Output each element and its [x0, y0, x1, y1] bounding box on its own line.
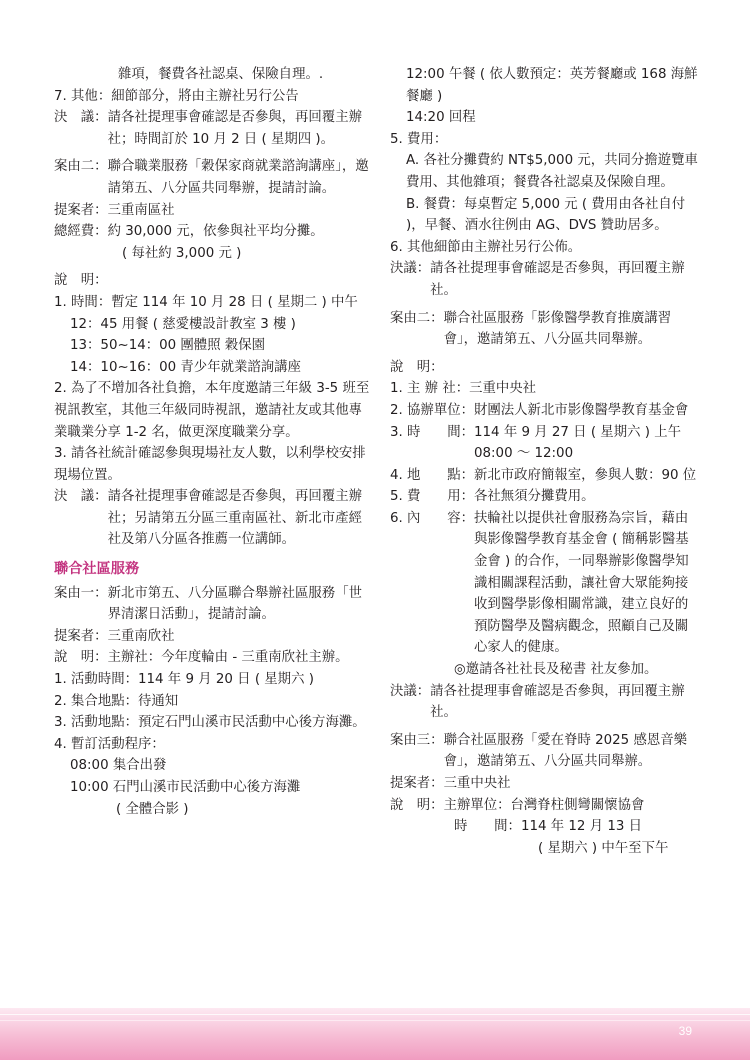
item-other [54, 86, 372, 108]
section-title: 聯合社區服務 [54, 561, 140, 578]
proposer-text: 三重南區社 [107, 202, 175, 218]
resolution-2 [54, 486, 372, 551]
schedule-line: 08:00 集合出發 [70, 758, 167, 774]
explain-label: 說 明： [390, 797, 444, 813]
explain-item-2: 2. 為了不增加各社負擔，本年度邀請三年級 3-5 班至視訊教室，其他三年級同時視訊，邀請社友或其他專業職業分享 1-2 名，做更深度職業分享。 [54, 381, 370, 440]
proposer-2 [54, 626, 372, 648]
item-label: 7. 其他： [54, 88, 112, 104]
event-place [390, 465, 700, 487]
proposer-3 [390, 773, 700, 795]
time-text: 114 年 9 月 27 日 ( 星期六 ) 上午 08:00 ～ 12:00 [474, 424, 681, 462]
explain-heading: 說 明： [390, 359, 444, 375]
fee-text: 各社無須分攤費用。 [474, 489, 595, 505]
meeting-place: 2. 集合地點：待通知 [54, 693, 179, 709]
activity-place: 3. 活動地點：預定石門山溪市民活動中心後方海灘。 [54, 715, 366, 731]
case-label: 案由二： [390, 310, 444, 326]
case-label: 案由一： [54, 585, 108, 601]
explain-label: 說 明： [54, 650, 108, 666]
schedule-line: 10:00 石門山溪市民活動中心後方海灘 [70, 780, 301, 795]
resolution-label: 決 議： [54, 489, 108, 505]
time-sub: ( 星期六 ) 中午至下午 [538, 840, 669, 856]
activity-schedule: 4. 暫訂活動程序： [54, 736, 165, 752]
schedule-line: 12：45 用餐 ( 慈愛樓設計教室 3 樓 ) [70, 316, 296, 332]
activity-time: 1. 活動時間：114 年 9 月 20 日 ( 星期六 ) [54, 672, 314, 688]
resolution-text: 請各社提理事會確認是否參與，再回覆主辦社；另請第五分區三重南區社、新北市產經社及第八分區各推薦一位講師。 [107, 489, 362, 548]
schedule-line: 14:20 回程 [406, 110, 476, 126]
explain-time [54, 292, 372, 314]
case-text: 聯合社區服務「愛在脊時 2025 感恩音樂會」，邀請第五、八分區共同舉辦。 [443, 732, 688, 770]
case-2b [390, 308, 700, 351]
schedule-line: 14：10~16：00 青少年就業諮詢講座 [70, 359, 301, 375]
text-line: 雜項，餐費各社認桌、保險自理。. [118, 67, 324, 82]
event-content [390, 508, 700, 659]
fee-heading: 5. 費用： [390, 131, 448, 147]
time-text: 暫定 114 年 10 月 28 日 ( 星期二 ) 中午 [111, 294, 358, 310]
resolution-text: 請各社提理事會確認是否參與，再回覆主辦社。 [430, 261, 685, 298]
case-3 [390, 730, 700, 773]
resolution-label: 決 議： [54, 110, 108, 126]
proposer-label: 提案者： [54, 202, 108, 218]
right-column [390, 64, 700, 859]
organizer-text: 三重中央社 [469, 381, 537, 397]
case-1 [54, 583, 372, 626]
place-label: 4. 地 點： [390, 467, 474, 483]
explain-2 [54, 647, 372, 669]
schedule-line: 12:00 午餐 ( 依人數預定：英芳餐廳或 168 海鮮餐廳 ) [406, 67, 698, 104]
page-number: 39 [678, 1024, 692, 1038]
case-text: 聯合職業服務「穀保家商就業諮詢講座」，邀請第五、八分區共同舉辦，提請討論。 [107, 159, 369, 196]
fee-item-b: B. 餐費：每桌暫定 5,000 元 ( 費用由各社自付 )，早餐、酒水往例由 AG、DVS 贊助居多。 [406, 196, 686, 234]
case-text: 新北市第五、八分區聯合舉辦社區服務「世界清潔日活動」，提請討論。 [107, 585, 362, 623]
resolution-text: 請各社提理事會確認是否參與，再回覆主辦社。 [430, 683, 685, 721]
place-text: 新北市政府簡報室，參與人數：90 位 [474, 467, 697, 483]
fee-item-a: A. 各社分攤費約 NT$5,000 元，共同分擔遊覽車費用、其他雜項；餐費各社認桌及保險自理。 [406, 153, 698, 190]
schedule-line: ( 全體合影 ) [116, 801, 189, 817]
budget-label: 總經費： [54, 224, 108, 240]
resolution-label: 決議： [390, 683, 431, 699]
proposer-label: 提案者： [54, 628, 108, 644]
schedule-line: 13：50~14：00 團體照 穀保園 [70, 338, 266, 354]
time-text: 114 年 12 月 13 日 [520, 819, 643, 835]
budget-sub: ( 每社約 3,000 元 ) [122, 245, 242, 261]
resolution-text: 請各社提理事會確認是否參與，再回覆主辦社；時間訂於 10 月 2 日 ( 星期四 )。 [107, 110, 362, 147]
explain-text: 主辦單位：台灣脊柱側彎關懷協會 [443, 797, 645, 813]
resolution-3 [390, 258, 700, 301]
resolution-1 [54, 107, 372, 150]
total-budget [54, 221, 372, 243]
invitation-note: ◎邀請各社社長及秘書 社友參加。 [454, 662, 658, 678]
proposer-label: 提案者： [390, 776, 444, 791]
proposer-text: 三重中央社 [443, 776, 511, 791]
event-time [390, 422, 700, 465]
time-label: 時 間： [454, 819, 521, 835]
proposer-text: 三重南欣社 [107, 628, 175, 644]
concert-time [390, 816, 700, 838]
resolution-label: 決議： [390, 261, 431, 277]
explain-heading: 說 明： [54, 273, 108, 289]
time-label: 3. 時 間： [390, 424, 474, 440]
proposer-1 [54, 200, 372, 222]
explain-4 [390, 795, 700, 817]
item-text: 細節部分，將由主辦社另行公告 [111, 88, 299, 104]
other-details: 6. 其他細節由主辦社另行公佈。 [390, 239, 582, 255]
case-label: 案由三： [390, 732, 444, 748]
explain-item-3: 3. 請各社統計確認參與現場社友人數，以利學校安排現場位置。 [54, 446, 366, 483]
fee-label: 5. 費 用： [390, 489, 474, 505]
content-text: 扶輪社以提供社會服務為宗旨，藉由與影像醫學教育基金會 ( 簡稱影醫基金會 ) 的合作，一同舉辦影像醫學知識相關課程活動，讓社會大眾能夠接收到醫學影像相關常識，建立良好的預防醫學及醫病觀念，照顧自己及關心家人的健康。 [474, 510, 689, 656]
budget-text: 約 30,000 元，依參與社平均分攤。 [107, 224, 324, 240]
content-label: 6. 內 容： [390, 510, 474, 526]
footer-band [0, 1008, 750, 1060]
organizer-label: 1. 主 辦 社： [390, 381, 470, 397]
co-organizer [390, 400, 700, 422]
co-organizer-label: 2. 協辦單位： [390, 402, 474, 418]
co-organizer-text: 財團法人新北市影像醫學教育基金會 [474, 402, 689, 418]
left-column [54, 64, 372, 820]
event-fee [390, 486, 700, 508]
organizer [390, 378, 700, 400]
explain-text: 主辦社：今年度輪由 - 三重南欣社主辦。 [107, 650, 349, 666]
case-text: 聯合社區服務「影像醫學教育推廣講習會」，邀請第五、八分區共同舉辦。 [443, 310, 672, 348]
time-label: 1. 時間： [54, 294, 112, 310]
case-label: 案由二： [54, 159, 108, 175]
resolution-4 [390, 681, 700, 724]
case-2 [54, 156, 372, 199]
